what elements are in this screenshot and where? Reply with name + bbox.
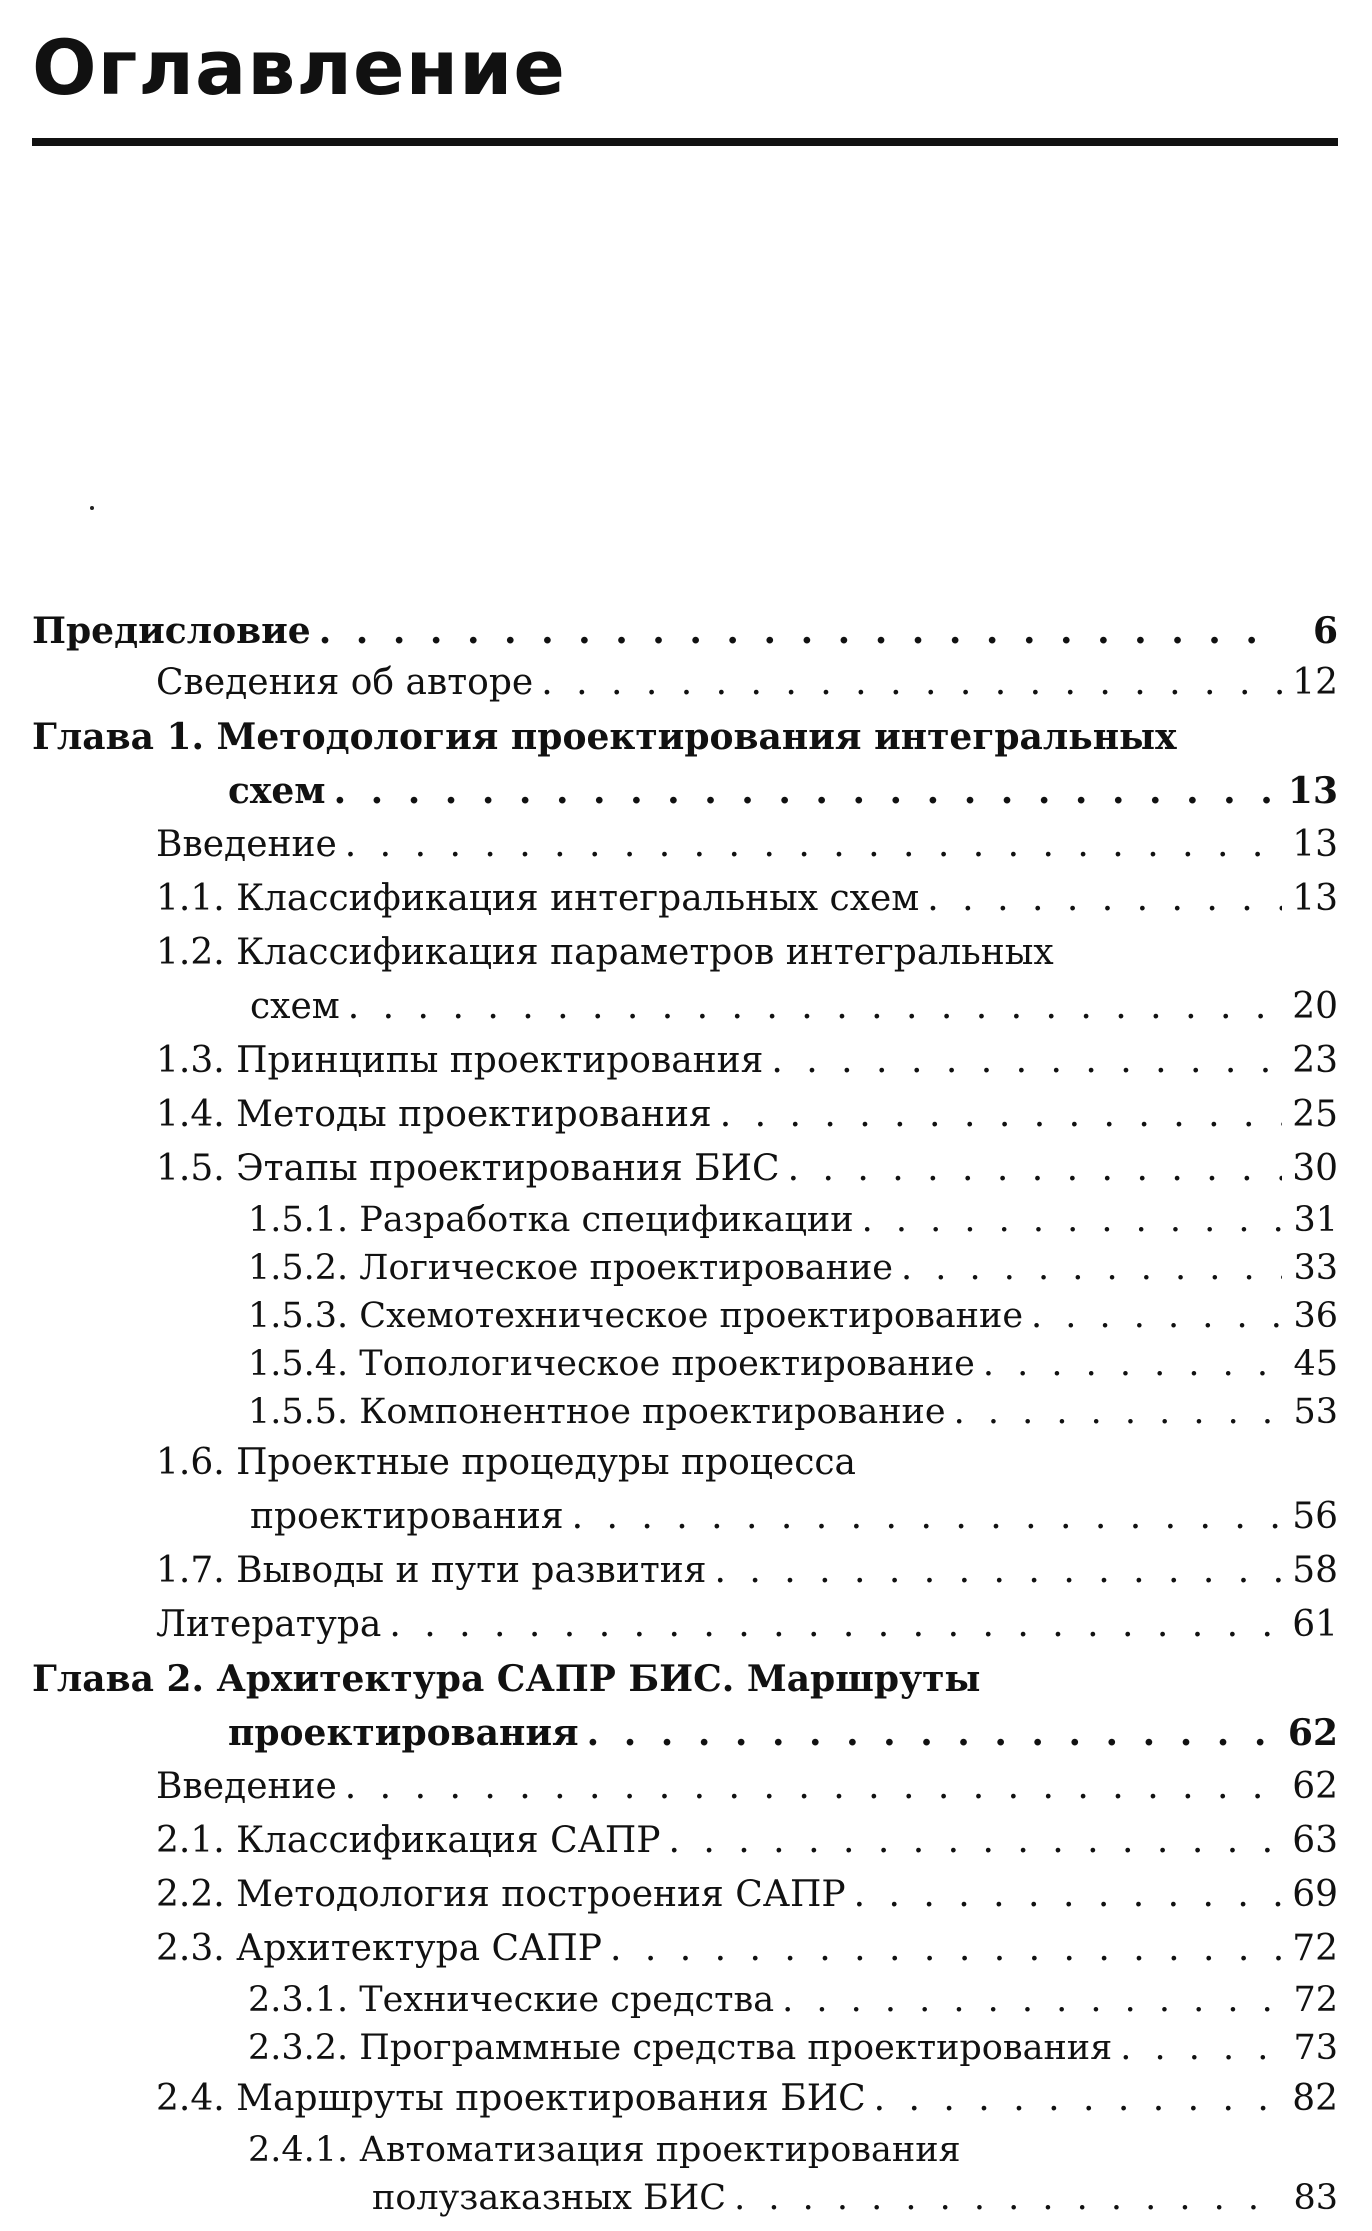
toc-entry-title: 1.7. Выводы и пути развития <box>156 1550 707 1591</box>
dot-leader <box>334 764 1280 818</box>
dot-leader <box>901 1244 1282 1292</box>
toc-page-number: 62 <box>1292 1766 1338 1807</box>
toc-entry-title: Введение <box>156 1766 337 1807</box>
toc-entry-2-3[interactable] <box>32 1922 1338 1976</box>
toc-entry-title: 1.3. Принципы проектирования <box>156 1040 764 1081</box>
dot-leader <box>854 1868 1282 1922</box>
toc-page-number: 56 <box>1292 1496 1338 1537</box>
page-title: Оглавление <box>32 23 566 112</box>
toc-page-number: 12 <box>1292 662 1338 703</box>
dot-leader <box>734 2174 1282 2222</box>
toc-entry-1-3[interactable] <box>32 1034 1338 1088</box>
toc-entry-title-continued: полузаказных БИС <box>372 2178 727 2218</box>
toc-entry-title: 2.2. Методология построения САПР <box>156 1874 846 1915</box>
toc-entry-title-continued: схем <box>228 770 326 812</box>
dot-leader <box>862 1196 1282 1244</box>
dot-leader <box>345 818 1282 872</box>
dot-leader <box>541 656 1282 710</box>
toc-page-number: 13 <box>1287 770 1338 812</box>
toc-page-number: 30 <box>1292 1148 1338 1189</box>
toc-entry-title: Сведения об авторе <box>156 662 534 703</box>
toc-page-number: 53 <box>1293 1392 1338 1432</box>
dot-leader <box>348 980 1282 1034</box>
toc-entry-title: 1.5. Этапы проектирования БИС <box>156 1148 780 1189</box>
toc-page-number: 13 <box>1292 824 1338 865</box>
toc-entry-1-5-5[interactable] <box>32 1388 1338 1436</box>
toc-entry-title: 1.5.5. Компонентное проектирование <box>248 1392 946 1432</box>
toc-entry-title: Предисловие <box>32 610 311 652</box>
toc-entry-title: 1.2. Классификация параметров интегральных <box>156 932 1054 973</box>
toc-page-number: 31 <box>1293 1200 1338 1240</box>
table-of-contents <box>32 606 1338 2222</box>
toc-entry-title: 1.1. Классификация интегральных схем <box>156 878 920 919</box>
toc-entry-1-7[interactable] <box>32 1544 1338 1598</box>
toc-entry-intro-2[interactable] <box>32 1760 1338 1814</box>
stray-mark <box>90 506 94 510</box>
toc-page-number: 69 <box>1292 1874 1338 1915</box>
toc-page-number: 63 <box>1292 1820 1338 1861</box>
toc-entry-title: 1.5.3. Схемотехническое проектирование <box>248 1296 1024 1336</box>
dot-leader <box>1031 1292 1282 1340</box>
dot-leader <box>319 606 1282 656</box>
toc-page-number: 73 <box>1293 2028 1338 2068</box>
toc-entry-chapter-2[interactable] <box>32 1652 1338 1760</box>
dot-leader <box>389 1598 1282 1652</box>
toc-entry-title: 1.6. Проектные процедуры процесса <box>156 1442 856 1483</box>
toc-entry-title: 2.4.1. Автоматизация проектирования <box>248 2130 961 2170</box>
toc-entry-title: Глава 2. Архитектура САПР БИС. Маршруты <box>32 1658 981 1700</box>
dot-leader <box>983 1340 1282 1388</box>
dot-leader <box>874 2072 1282 2126</box>
toc-entry-2-3-2[interactable] <box>32 2024 1338 2072</box>
toc-entry-1-5-3[interactable] <box>32 1292 1338 1340</box>
dot-leader <box>954 1388 1282 1436</box>
toc-page-number: 72 <box>1293 1980 1338 2020</box>
toc-page-number: 13 <box>1292 878 1338 919</box>
dot-leader <box>1120 2024 1282 2072</box>
dot-leader <box>345 1760 1282 1814</box>
toc-page-number: 6 <box>1312 610 1338 652</box>
toc-entry-1-5-1[interactable] <box>32 1196 1338 1244</box>
toc-page-number: 62 <box>1287 1712 1338 1754</box>
toc-entry-title: Глава 1. Методология проектирования интегральных <box>32 716 1177 758</box>
toc-entry-1-2[interactable] <box>32 926 1338 1034</box>
toc-entry-preface[interactable] <box>32 606 1338 656</box>
dot-leader <box>927 872 1282 926</box>
toc-entry-2-1[interactable] <box>32 1814 1338 1868</box>
dot-leader <box>610 1922 1282 1976</box>
title-underline <box>32 138 1338 146</box>
toc-page-number: 83 <box>1293 2178 1338 2218</box>
toc-entry-about-author[interactable] <box>32 656 1338 710</box>
toc-entry-2-4[interactable] <box>32 2072 1338 2126</box>
toc-entry-title: 1.5.1. Разработка спецификации <box>248 1200 854 1240</box>
toc-entry-2-3-1[interactable] <box>32 1976 1338 2024</box>
dot-leader <box>720 1088 1282 1142</box>
toc-page-number: 23 <box>1292 1040 1338 1081</box>
toc-page-number: 20 <box>1292 986 1338 1027</box>
dot-leader <box>782 1976 1282 2024</box>
toc-entry-1-4[interactable] <box>32 1088 1338 1142</box>
toc-entry-2-4-1[interactable] <box>32 2126 1338 2222</box>
toc-entry-title: 2.3. Архитектура САПР <box>156 1928 602 1969</box>
toc-entry-title: Введение <box>156 824 337 865</box>
toc-entry-1-1[interactable] <box>32 872 1338 926</box>
toc-entry-chapter-1[interactable] <box>32 710 1338 818</box>
toc-entry-1-5-4[interactable] <box>32 1340 1338 1388</box>
dot-leader <box>788 1142 1282 1196</box>
toc-entry-title: 2.1. Классификация САПР <box>156 1820 661 1861</box>
toc-entry-title-continued: проектирования <box>228 1712 579 1754</box>
toc-page-number: 82 <box>1292 2078 1338 2119</box>
toc-entry-title: 1.5.4. Топологическое проектирование <box>248 1344 975 1384</box>
dot-leader <box>572 1490 1282 1544</box>
toc-entry-title-continued: схем <box>250 986 340 1027</box>
toc-entry-title: Литература <box>156 1604 382 1645</box>
toc-page-number: 33 <box>1293 1248 1338 1288</box>
toc-entry-title: 1.4. Методы проектирования <box>156 1094 712 1135</box>
toc-entry-title: 2.4. Маршруты проектирования БИС <box>156 2078 866 2119</box>
toc-page-number: 72 <box>1292 1928 1338 1969</box>
toc-entry-literature-1[interactable] <box>32 1598 1338 1652</box>
toc-entry-1-6[interactable] <box>32 1436 1338 1544</box>
dot-leader <box>587 1706 1280 1760</box>
dot-leader <box>714 1544 1282 1598</box>
toc-page-number: 36 <box>1293 1296 1338 1336</box>
toc-entry-title: 2.3.2. Программные средства проектирования <box>248 2028 1113 2068</box>
toc-page-number: 45 <box>1293 1344 1338 1384</box>
toc-entry-title-continued: проектирования <box>250 1496 564 1537</box>
dot-leader <box>669 1814 1282 1868</box>
toc-page-number: 61 <box>1292 1604 1338 1645</box>
toc-entry-1-5-2[interactable] <box>32 1244 1338 1292</box>
toc-entry-1-5[interactable] <box>32 1142 1338 1196</box>
toc-page-number: 25 <box>1292 1094 1338 1135</box>
dot-leader <box>771 1034 1282 1088</box>
toc-page-number: 58 <box>1292 1550 1338 1591</box>
toc-entry-2-2[interactable] <box>32 1868 1338 1922</box>
toc-entry-title: 1.5.2. Логическое проектирование <box>248 1248 893 1288</box>
toc-entry-title: 2.3.1. Технические средства <box>248 1980 775 2020</box>
toc-entry-intro-1[interactable] <box>32 818 1338 872</box>
